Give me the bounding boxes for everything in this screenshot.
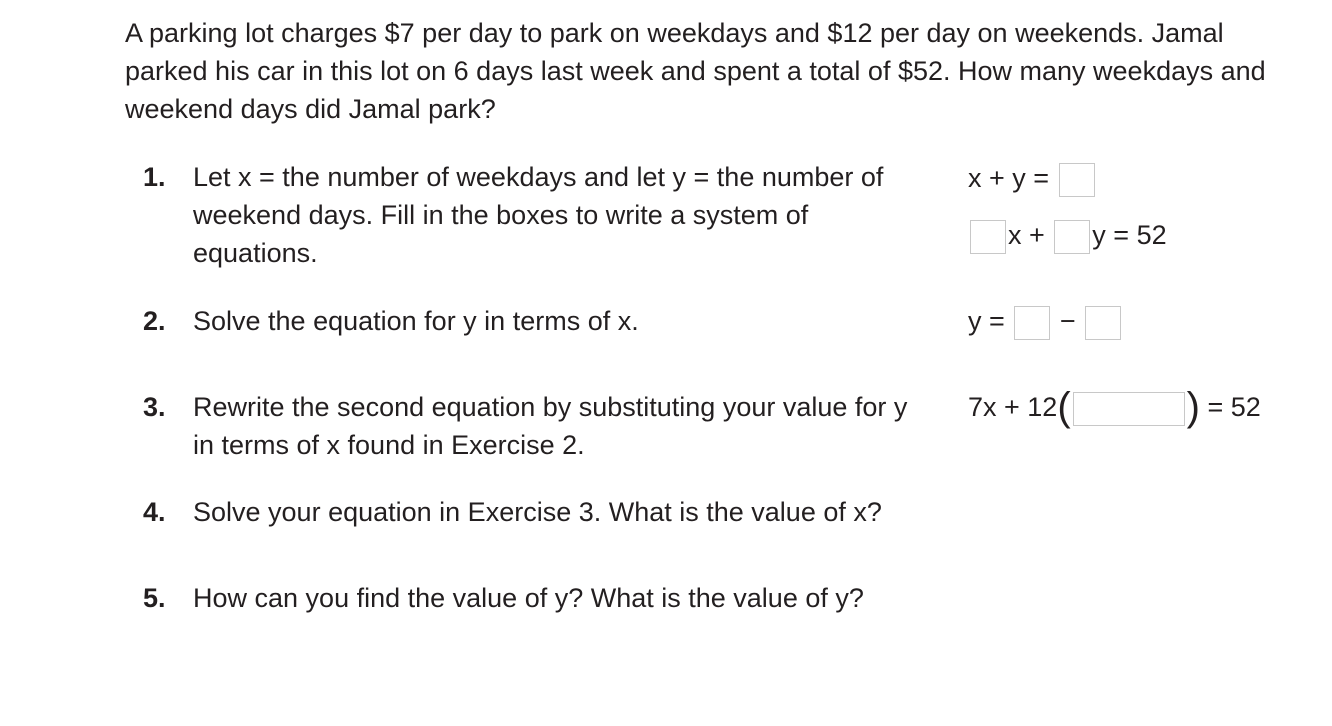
exercise-number: 5. bbox=[143, 583, 166, 613]
exercise-3 bbox=[143, 388, 923, 464]
exercise-number: 2. bbox=[143, 306, 166, 336]
answer-box-weekend-rate[interactable] bbox=[1054, 220, 1090, 254]
minus-sign: − bbox=[1059, 306, 1076, 336]
equation-sum bbox=[968, 159, 1097, 197]
exercise-5 bbox=[143, 579, 923, 617]
exercise-number: 3. bbox=[143, 392, 166, 422]
equation-text: y = bbox=[968, 306, 1005, 336]
problem-statement: A parking lot charges $7 per day to park on weekdays and $12 per day on weekends. Jamal parked his car in this lot on 6 days last week and spent a total of $52. How many weekdays and weekend days did Jamal park? bbox=[125, 18, 1266, 124]
equation-text: = 52 bbox=[1207, 392, 1261, 422]
exercise-4 bbox=[143, 493, 923, 531]
exercise-2 bbox=[143, 302, 923, 340]
exercise-1 bbox=[143, 158, 923, 272]
equation-text: 7x + 12 bbox=[968, 392, 1058, 422]
equation-solve-y bbox=[968, 302, 1123, 340]
equation-text: y = 52 bbox=[1092, 220, 1167, 250]
answer-box-weekday-rate[interactable] bbox=[970, 220, 1006, 254]
equation-cost bbox=[968, 216, 1167, 254]
answer-box-constant[interactable] bbox=[1014, 306, 1050, 340]
exercise-text: How can you find the value of y? What is the value of y? bbox=[193, 583, 864, 613]
close-paren: ) bbox=[1186, 385, 1200, 429]
answer-box-variable[interactable] bbox=[1085, 306, 1121, 340]
open-paren: ( bbox=[1057, 385, 1071, 429]
equation-substitution bbox=[968, 385, 1261, 429]
answer-box-total-days[interactable] bbox=[1059, 163, 1095, 197]
answer-box-substitution[interactable] bbox=[1073, 392, 1185, 426]
exercise-number: 4. bbox=[143, 497, 166, 527]
exercise-text: Solve the equation for y in terms of x. bbox=[193, 306, 639, 336]
equation-text: x + y = bbox=[968, 163, 1050, 193]
equation-text: x + bbox=[1008, 220, 1045, 250]
exercise-number: 1. bbox=[143, 162, 166, 192]
exercise-text: Let x = the number of weekdays and let y = the number of weekend days. Fill in the boxes to write a system of equations. bbox=[193, 162, 884, 268]
exercise-text: Solve your equation in Exercise 3. What is the value of x? bbox=[193, 497, 882, 527]
exercise-text: Rewrite the second equation by substituting your value for y in terms of x found in Exercise 2. bbox=[193, 392, 908, 460]
